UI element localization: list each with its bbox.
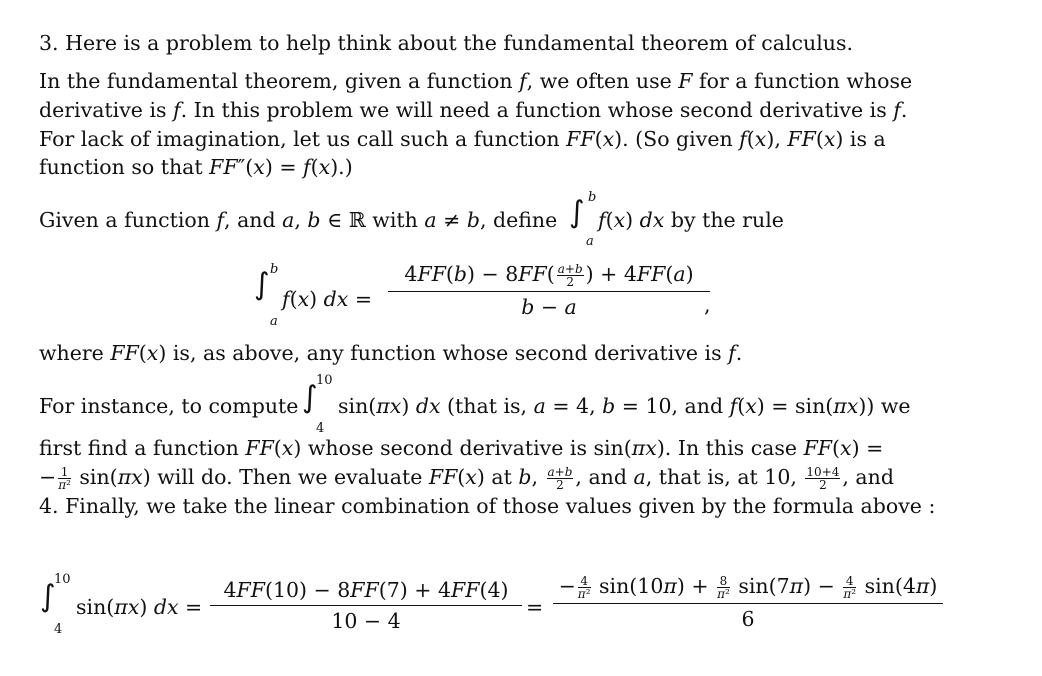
final-middle-denominator: 10 − 4 <box>331 609 401 633</box>
problem-heading: 3. Here is a problem to help think about the fundamental theorem of calculus. <box>39 31 854 55</box>
intro-line-2: derivative is f. In this problem we will need a function whose second derivative is f. <box>39 98 908 122</box>
final-middle-numerator: 4FF(10) − 8FF(7) + 4FF(4) <box>223 578 509 602</box>
final-middle-fraction <box>210 578 522 633</box>
definition-text: Given a function f, and a, b ∈ ℝ with a ≠ b, define <box>39 208 558 232</box>
example-line-4: 4. Finally, we take the linear combination of those values given by the formula above : <box>39 494 936 518</box>
example-line-2: first find a function FF(x) whose second derivative is sin(πx). In this case FF(x) = <box>39 436 884 460</box>
final-right-numerator: − $\frac{4}{\text{π²}}$ sin(10π) + $\frac{8}{\text{π²}}$ sin(7π) − $\frac{4}{\text{π²}}$ sin(4π) <box>558 574 938 601</box>
intro-line-1: In the fundamental theorem, given a function f, we often use F for a function whose <box>39 69 913 93</box>
final-right-fraction <box>553 574 943 631</box>
rule-denominator: b − a <box>521 295 577 319</box>
example-line-3: − $\frac{1}{\text{π²}}$ sin(πx) will do. Then we evaluate FF(x) at b, $\frac{a+b}{2}$ , and a, that is, at 10, $\frac{10+4}{2}$ , and <box>39 465 894 492</box>
where-text: where FF(x) is, as above, any function whose second derivative is f. <box>39 341 743 365</box>
definition-tail: f(x) dx by the rule <box>598 208 784 232</box>
final-right-denominator: 6 <box>741 607 755 631</box>
final-lhs: sin(πx) dx = <box>76 595 203 619</box>
rule-fraction <box>388 262 710 319</box>
intro-line-4: function so that FF″(x) = f(x).) <box>39 155 353 179</box>
example-integrand: sin(πx) dx (that is, a = 4, b = 10, and f(x) = sin(πx)) we <box>338 394 911 418</box>
example-lead: For instance, to compute <box>39 394 299 418</box>
rule-comma: , <box>704 293 711 317</box>
rule-numerator: 4FF(b) − 8FF( $\frac{a+b}{2}$ ) + 4FF(a) <box>404 262 694 289</box>
rule-lhs: f(x) dx = <box>282 287 373 311</box>
final-equals: = <box>526 595 544 619</box>
intro-line-3: For lack of imagination, let us call such a function FF(x). (So given f(x), FF(x) is a <box>39 127 886 151</box>
